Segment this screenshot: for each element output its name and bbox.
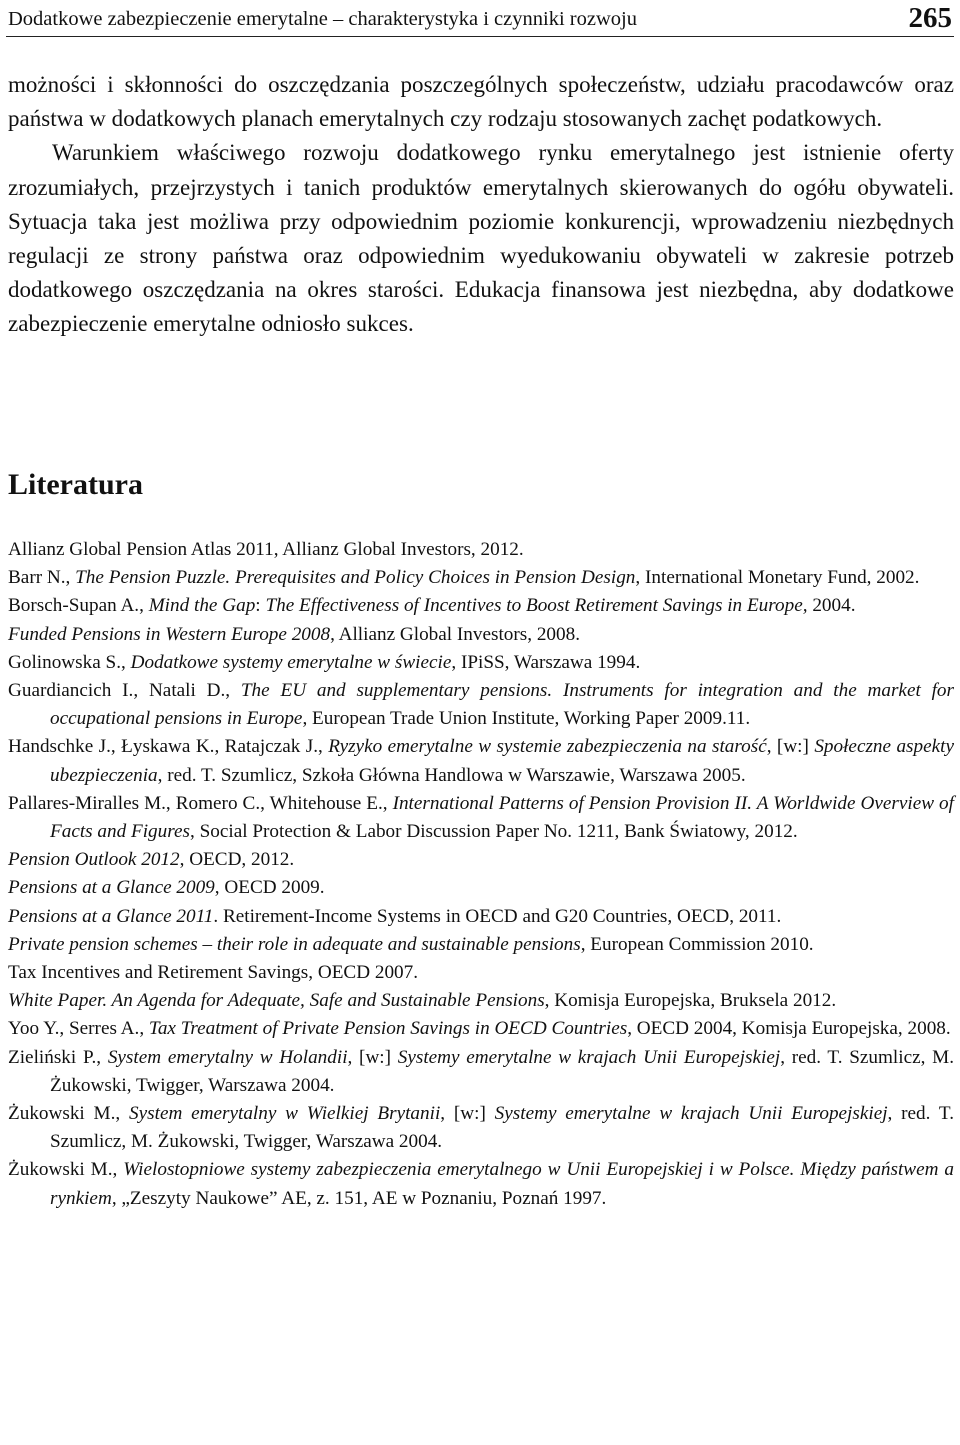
reference-item: Żukowski M., Wielostopniowe systemy zabezpieczenia emerytalnego w Unii Europejskiej i w Polsce. Między państwem a rynkiem, „Zeszyty Naukowe” AE, z. 151, AE w Poznaniu, Poznań 1997. <box>8 1159 954 1209</box>
reference-item: Barr N., The Pension Puzzle. Prerequisites and Policy Choices in Pension Design, International Monetary Fund, 2002. <box>8 567 920 589</box>
reference-item: Borsch-Supan A., Mind the Gap: The Effectiveness of Incentives to Boost Retirement Savings in Europe, 2004. <box>8 595 856 617</box>
page-number: 265 <box>908 2 952 34</box>
section-heading: Literatura <box>8 468 143 501</box>
reference-item: Żukowski M., System emerytalny w Wielkiej Brytanii, [w:] Systemy emerytalne w krajach Unii Europejskiej, red. T. Szumlicz, M. Żukowski, Twigger, Warszawa 2004. <box>8 1103 955 1153</box>
reference-item: Funded Pensions in Western Europe 2008, Allianz Global Investors, 2008. <box>8 623 581 645</box>
reference-item: Allianz Global Pension Atlas 2011, Allianz Global Investors, 2012. <box>8 539 524 560</box>
paragraph: Warunkiem właściwego rozwoju dodatkowego rynku emerytalnego jest istnienie oferty zrozumiałych, przejrzystych i tanich produktów emerytalnych skierowanych do ogółu obywateli. Sytuacja taka jest możliwa przy odpowiednim poziomie konkurencji, wprowadzeniu niezbędnych regulacji ze strony państwa oraz odpowiednim wyedukowaniu obywateli w zakresie potrzeb dodatkowego oszczędzania na okres starości. Edukacja finansowa jest niezbędna, aby dodatkowe zabezpieczenie emerytalne odniosło sukces. <box>8 140 954 337</box>
body-text <box>8 68 954 342</box>
reference-item: Guardiancich I., Natali D., The EU and supplementary pensions. Instruments for integration and the market for occupational pensions in Europe, European Trade Union Institute, Working Paper 2009.11. <box>8 680 954 730</box>
reference-item: Pensions at a Glance 2011. Retirement-Income Systems in OECD and G20 Countries, OECD, 2011. <box>8 905 782 927</box>
reference-item: White Paper. An Agenda for Adequate, Safe and Sustainable Pensions, Komisja Europejska, Bruksela 2012. <box>8 990 837 1012</box>
reference-item: Private pension schemes – their role in adequate and sustainable pensions, European Commission 2010. <box>8 933 814 955</box>
reference-item: Pallares-Miralles M., Romero C., Whitehouse E., International Patterns of Pension Provision II. A Worldwide Overview of Facts and Figures, Social Protection & Labor Discussion Paper No. 1211, Bank Światowy, 2012. <box>8 792 954 843</box>
reference-item: Tax Incentives and Retirement Savings, OECD 2007. <box>8 962 419 984</box>
paragraph: możności i skłonności do oszczędzania poszczególnych społeczeństw, udziału pracodawców oraz państwa w dodatkowych planach emerytalnych czy rodzaju stosowanych zachęt podatkowych. <box>8 72 954 132</box>
running-title: Dodatkowe zabezpieczenie emerytalne – charakterystyka i czynniki rozwoju <box>8 8 637 30</box>
reference-item: Pension Outlook 2012, OECD, 2012. <box>8 849 295 871</box>
reference-item: Golinowska S., Dodatkowe systemy emerytalne w świecie, IPiSS, Warszawa 1994. <box>8 651 641 673</box>
reference-item: Handschke J., Łyskawa K., Ratajczak J., Ryzyko emerytalne w systemie zabezpieczenia na starość, [w:] Społeczne aspekty ubezpieczenia, red. T. Szumlicz, Szkoła Główna Handlowa w Warszawie, Warszawa 2005. <box>8 736 954 786</box>
running-header <box>6 2 954 37</box>
reference-item: Zieliński P., System emerytalny w Holandii, [w:] Systemy emerytalne w krajach Unii Europejskiej, red. T. Szumlicz, M. Żukowski, Twigger, Warszawa 2004. <box>8 1046 954 1096</box>
reference-item: Pensions at a Glance 2009, OECD 2009. <box>8 877 325 899</box>
reference-list <box>8 536 954 1213</box>
reference-item: Yoo Y., Serres A., Tax Treatment of Private Pension Savings in OECD Countries, OECD 2004, Komisja Europejska, 2008. <box>8 1018 951 1040</box>
